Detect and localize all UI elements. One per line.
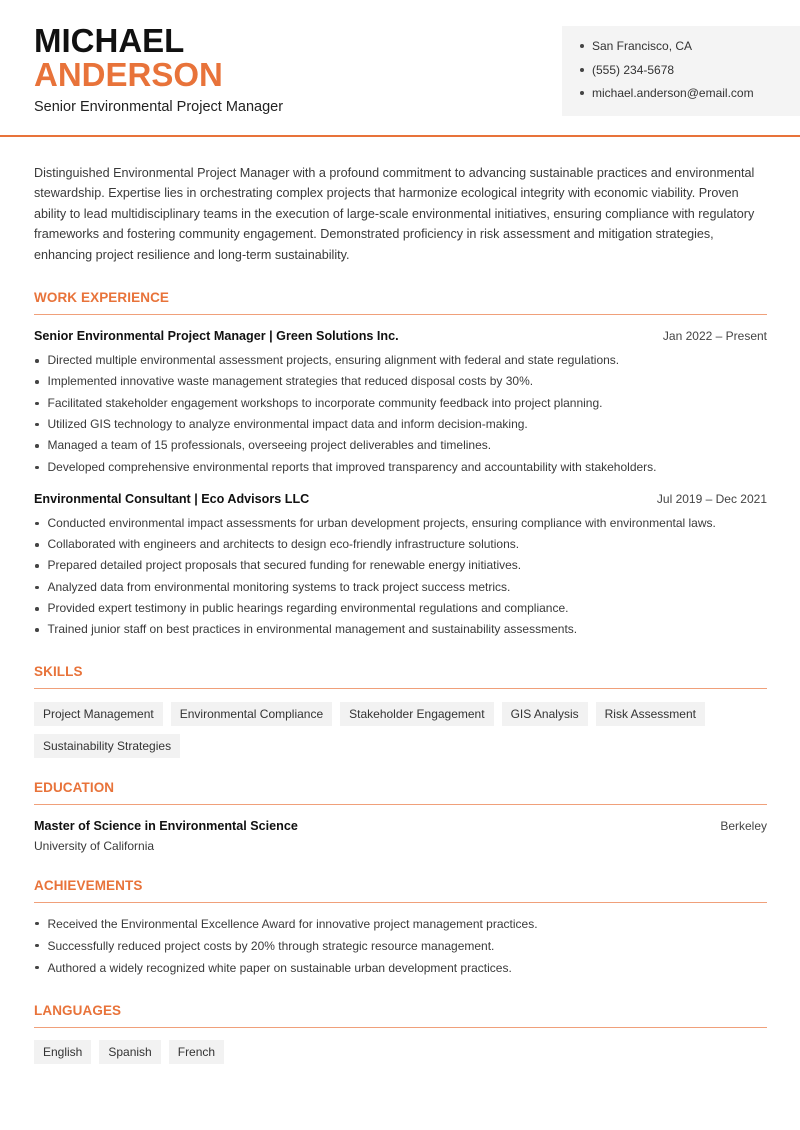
email-link[interactable]: michael.anderson@email.com bbox=[592, 86, 754, 100]
list-item bbox=[34, 350, 767, 371]
language-tag: Spanish bbox=[99, 1040, 160, 1064]
list-item bbox=[34, 435, 767, 456]
bullet-icon bbox=[35, 423, 39, 427]
school-name: University of California bbox=[34, 838, 155, 853]
first-name: MICHAEL bbox=[34, 22, 185, 59]
skills-section bbox=[34, 664, 767, 758]
bullet-icon bbox=[35, 444, 39, 448]
section-title-achievements: ACHIEVEMENTS bbox=[34, 878, 767, 903]
bullet-text: Provided expert testimony in public hearings regarding environmental regulations and compliance. bbox=[47, 601, 569, 615]
bullet-icon bbox=[35, 543, 39, 547]
section-title-languages: LANGUAGES bbox=[34, 1003, 767, 1028]
list-item bbox=[34, 619, 767, 640]
bullet-text: Successfully reduced project costs by 20% through strategic resource management. bbox=[47, 938, 495, 953]
job-dates: Jul 2019 – Dec 2021 bbox=[656, 491, 767, 506]
job-header bbox=[34, 492, 767, 506]
contact-phone bbox=[580, 61, 800, 85]
list-item bbox=[34, 513, 767, 534]
job-title: Senior Environmental Project Manager bbox=[34, 99, 284, 115]
list-item bbox=[34, 935, 767, 957]
bullet-icon bbox=[35, 607, 39, 611]
list-item bbox=[34, 555, 767, 576]
contact-box bbox=[562, 26, 800, 116]
skill-tag: Sustainability Strategies bbox=[34, 734, 180, 758]
achievements-section bbox=[34, 878, 767, 979]
bullet-icon bbox=[35, 586, 39, 590]
list-item bbox=[34, 534, 767, 555]
job-entry bbox=[34, 492, 767, 641]
bullet-icon bbox=[580, 91, 584, 95]
section-title-education: EDUCATION bbox=[34, 780, 767, 805]
bullet-icon bbox=[35, 380, 39, 384]
skill-tag: Environmental Compliance bbox=[171, 702, 332, 726]
bullet-text: Trained junior staff on best practices in environmental management and sustainability assessments. bbox=[47, 622, 578, 637]
skill-tag: Stakeholder Engagement bbox=[340, 702, 493, 726]
section-title-skills: SKILLS bbox=[34, 664, 767, 689]
skill-tag: Risk Assessment bbox=[596, 702, 705, 726]
bullet-text: Utilized GIS technology to analyze environmental impact data and inform decision-making. bbox=[47, 416, 528, 431]
phone-text: (555) 234-5678 bbox=[592, 62, 675, 77]
languages-section bbox=[34, 1003, 767, 1064]
bullet-text: Received the Environmental Excellence Award for innovative project management practices. bbox=[47, 916, 538, 931]
bullet-icon bbox=[35, 564, 39, 568]
last-name: ANDERSON bbox=[34, 56, 223, 93]
list-item bbox=[34, 957, 767, 979]
job-bullets bbox=[34, 513, 767, 641]
education-header bbox=[34, 819, 767, 833]
bullet-icon bbox=[35, 966, 39, 970]
bullet-text: Facilitated stakeholder engagement workshops to incorporate community feedback into project planning. bbox=[47, 395, 603, 410]
bullet-text: Developed comprehensive environmental reports that improved transparency and accountability with stakeholders. bbox=[47, 459, 657, 474]
job-header bbox=[34, 329, 767, 343]
job-dates: Jan 2022 – Present bbox=[662, 329, 767, 344]
resume-body bbox=[34, 163, 767, 1064]
location-text: San Francisco, CA bbox=[592, 39, 693, 53]
skill-tag: GIS Analysis bbox=[502, 702, 588, 726]
bullet-icon bbox=[580, 44, 584, 48]
job-role: Senior Environmental Project Manager | Green Solutions Inc. bbox=[34, 329, 399, 344]
contact-location bbox=[580, 37, 800, 61]
list-item bbox=[34, 414, 767, 435]
skills-tags bbox=[34, 702, 734, 758]
list-item bbox=[34, 598, 767, 619]
bullet-icon bbox=[35, 522, 39, 526]
education-section bbox=[34, 780, 767, 853]
achievement-list bbox=[34, 913, 767, 979]
list-item bbox=[34, 457, 767, 478]
bullet-text: Authored a widely recognized white paper on sustainable urban development practices. bbox=[47, 960, 512, 975]
bullet-icon bbox=[580, 68, 584, 72]
language-tag: French bbox=[169, 1040, 224, 1064]
bullet-icon bbox=[35, 466, 39, 470]
contact-email[interactable] bbox=[580, 84, 800, 108]
language-tags bbox=[34, 1040, 734, 1064]
bullet-icon bbox=[35, 628, 39, 632]
bullet-icon bbox=[35, 402, 39, 406]
resume-header bbox=[0, 0, 800, 137]
bullet-icon bbox=[35, 922, 39, 926]
job-entry bbox=[34, 329, 767, 478]
contact-list bbox=[580, 37, 800, 108]
job-bullets bbox=[34, 350, 767, 478]
bullet-text: Prepared detailed project proposals that secured funding for renewable energy initiatives. bbox=[47, 558, 522, 573]
skill-tag: Project Management bbox=[34, 702, 163, 726]
list-item bbox=[34, 577, 767, 598]
bullet-icon bbox=[35, 359, 39, 363]
bullet-text: Directed multiple environmental assessment projects, ensuring alignment with federal and state regulations. bbox=[47, 353, 620, 368]
job-role: Environmental Consultant | Eco Advisors LLC bbox=[34, 491, 310, 506]
education-location: Berkeley bbox=[720, 818, 767, 833]
bullet-text: Managed a team of 15 professionals, overseeing project deliverables and timelines. bbox=[47, 438, 492, 453]
work-experience-section bbox=[34, 290, 767, 641]
degree: Master of Science in Environmental Science bbox=[34, 818, 298, 833]
list-item bbox=[34, 393, 767, 414]
summary-paragraph: Distinguished Environmental Project Manager with a profound commitment to advancing sustainable practices and environmental stewardship. Expertise lies in orchestrating complex projects that harmonize ecological integrity with economic viability. Proven ability to lead multidisciplinary teams in the execution of large-scale environmental initiatives, ensuring compliance with regulatory frameworks and fostering community engagement. Demonstrated proficiency in risk assessment and mitigation strategies, enhancing project resilience and long-term sustainability. bbox=[34, 166, 755, 262]
bullet-text: Analyzed data from environmental monitoring systems to track project success metrics. bbox=[47, 579, 511, 594]
list-item bbox=[34, 913, 767, 935]
bullet-text: Collaborated with engineers and architects to design eco-friendly infrastructure solutions. bbox=[47, 537, 520, 552]
language-tag: English bbox=[34, 1040, 91, 1064]
section-title-work: WORK EXPERIENCE bbox=[34, 290, 767, 315]
bullet-text: Conducted environmental impact assessments for urban development projects, ensuring compliance with environmental laws. bbox=[47, 515, 716, 530]
bullet-text: Implemented innovative waste management strategies that reduced disposal costs by 30%. bbox=[47, 374, 534, 389]
list-item bbox=[34, 371, 767, 392]
bullet-icon bbox=[35, 944, 39, 948]
